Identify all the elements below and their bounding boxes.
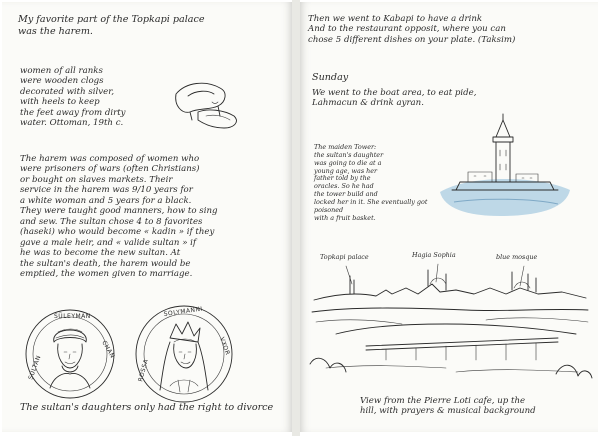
daughters-footer: The sultan's daughters only had the right to divorce <box>20 402 274 413</box>
sunday-text: We went to the boat area, to eat pide, Lahmacun & drink ayran. <box>312 88 477 109</box>
coin-right-right: VXOR <box>218 336 232 357</box>
maiden-tower-title: The maiden Tower: <box>314 143 377 151</box>
coin-left-left: SULTAN <box>27 354 43 381</box>
kabapi-intro: Then we went to Kabapi to have a drink And to the restaurant opposit, where you can chose 5 different dishes on your plate. (Taksim) <box>308 14 516 45</box>
skyline-sketch-icon <box>306 264 594 394</box>
clogs-sketch-icon <box>168 72 248 132</box>
coin-right-left: ROSSA <box>137 358 150 383</box>
suleyman-coin-icon <box>20 302 120 402</box>
maiden-tower-sketch-icon <box>430 112 580 222</box>
coin-right-top: SOLYMANNI <box>163 305 204 318</box>
book-gutter <box>292 0 300 436</box>
harem-text: The harem was composed of women who were prisoners of wars (often Christians) or bought on slaves markets. Their service in the harem was 9/10 years for a white woman and 5 years for a black. They were taught good manners, how to sing and sew. The sultan chose 4 to 8 favorites (haseki) who would become « kadin » if they gave a male heir, and « valide sultan » if he was to become the new sultan. At the sultan's death, the harem would be emptied, the women given to marriage. <box>20 154 218 280</box>
maiden-tower-note: the sultan's daughter was going to die at a young age, was her father told by the oracles. So he had the tower build and locked her in it. She eventually got poisoned with a fruit basket. <box>314 151 428 222</box>
roxelana-coin-icon <box>130 298 238 406</box>
harem-heading: My favorite part of the Topkapi palace was the harem. <box>18 14 205 37</box>
coin-left-top: SÜLEYMAN <box>54 313 91 320</box>
label-hagia-sophia: Hagia Sophia <box>412 251 456 259</box>
view-caption: View from the Pierre Loti cafe, up the hill, with prayers & musical background <box>360 396 536 417</box>
right-page <box>300 2 598 432</box>
coin-left-right: CHAN <box>100 339 116 360</box>
clogs-note: women of all ranks were wooden clogs decorated with silver, with heels to keep the feet away from dirty water. Ottoman, 19th c. <box>20 66 126 129</box>
label-blue-mosque: blue mosque <box>496 253 538 261</box>
sunday-title: Sunday <box>312 72 349 83</box>
left-page <box>2 2 292 432</box>
label-topkapi: Topkapi palace <box>320 253 369 261</box>
